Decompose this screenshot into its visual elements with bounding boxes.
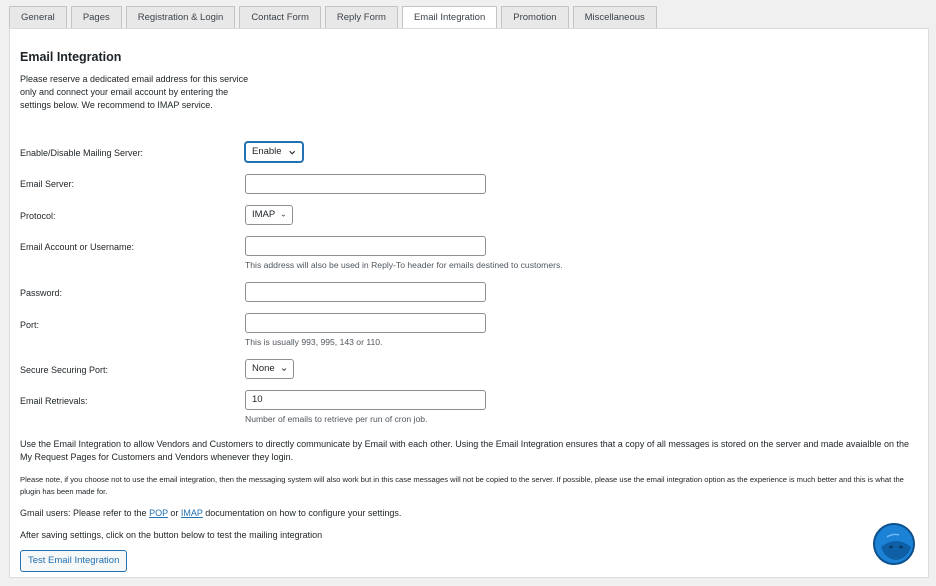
tab-contact-form[interactable]: Contact Form [239, 6, 321, 28]
secure-port-label: Secure Securing Port: [20, 365, 109, 375]
gmail-note-suffix: documentation on how to configure your settings. [202, 508, 402, 518]
section-intro: Please reserve a dedicated email address for this service only and connect your email account by entering the settings below. We recommend to IMAP service. [20, 74, 249, 110]
email-server-input[interactable] [245, 174, 486, 194]
password-label: Password: [20, 288, 63, 298]
chevron-down-icon [281, 365, 287, 374]
retrievals-input[interactable]: 10 [245, 390, 486, 410]
port-label: Port: [20, 320, 40, 330]
mailing-server-select[interactable] [245, 142, 303, 162]
chevron-down-icon [288, 148, 296, 157]
gmail-note-prefix: Gmail users: Please refer to the [20, 508, 150, 518]
secure-port-value: None [252, 363, 275, 374]
retrievals-hint: Number of emails to retrieve per run of cron job. [245, 414, 428, 424]
integration-note: Please note, if you choose not to use the email integration, then the messaging system will also work but in this case messages will not be copied to the server. If possible, please use the email integration option as the experience is much better and this is what the plugin has been made for. [20, 475, 904, 496]
gmail-note [20, 507, 401, 520]
email-server-label: Email Server: [20, 179, 75, 189]
retrievals-label: Email Retrievals: [20, 396, 88, 406]
protocol-select[interactable] [245, 205, 293, 225]
mailing-server-value: Enable [252, 146, 282, 157]
tab-general[interactable]: General [9, 6, 67, 28]
secure-port-select[interactable] [245, 359, 294, 379]
port-input[interactable] [245, 313, 486, 333]
password-input[interactable] [245, 282, 486, 302]
account-label: Email Account or Username: [20, 242, 135, 252]
tab-registration-login[interactable]: Registration & Login [126, 6, 236, 28]
section-title: Email Integration [20, 50, 122, 64]
integration-description: Use the Email Integration to allow Vendors and Customers to directly communicate by Email with each other. Using the Email Integration ensures that a copy of all messages is stored on the server and made avaialble on the My Request Pages for Customers and Vendors whenever they login. [20, 439, 909, 462]
gmail-note-or: or [167, 508, 181, 518]
tab-miscellaneous[interactable]: Miscellaneous [573, 6, 657, 28]
tab-promotion[interactable]: Promotion [501, 6, 568, 28]
mailing-server-label: Enable/Disable Mailing Server: [20, 148, 144, 158]
chevron-down-icon [281, 211, 286, 220]
settings-panel [9, 28, 929, 578]
tab-email-integration[interactable]: Email Integration [402, 6, 497, 29]
test-email-integration-button[interactable]: Test Email Integration [20, 550, 127, 572]
settings-tabs [9, 6, 657, 28]
tab-reply-form[interactable]: Reply Form [325, 6, 398, 28]
account-hint: This address will also be used in Reply-To header for emails destined to customers. [245, 260, 563, 270]
imap-link[interactable]: IMAP [180, 508, 203, 518]
account-input[interactable] [245, 236, 486, 256]
protocol-value: IMAP [252, 209, 276, 220]
chat-bubble-icon[interactable] [873, 523, 915, 565]
after-saving-note: After saving settings, click on the button below to test the mailing integration [20, 530, 323, 540]
tab-pages[interactable]: Pages [71, 6, 122, 28]
port-hint: This is usually 993, 995, 143 or 110. [245, 337, 383, 347]
protocol-label: Protocol: [20, 211, 56, 221]
pop-link[interactable]: POP [149, 508, 168, 518]
